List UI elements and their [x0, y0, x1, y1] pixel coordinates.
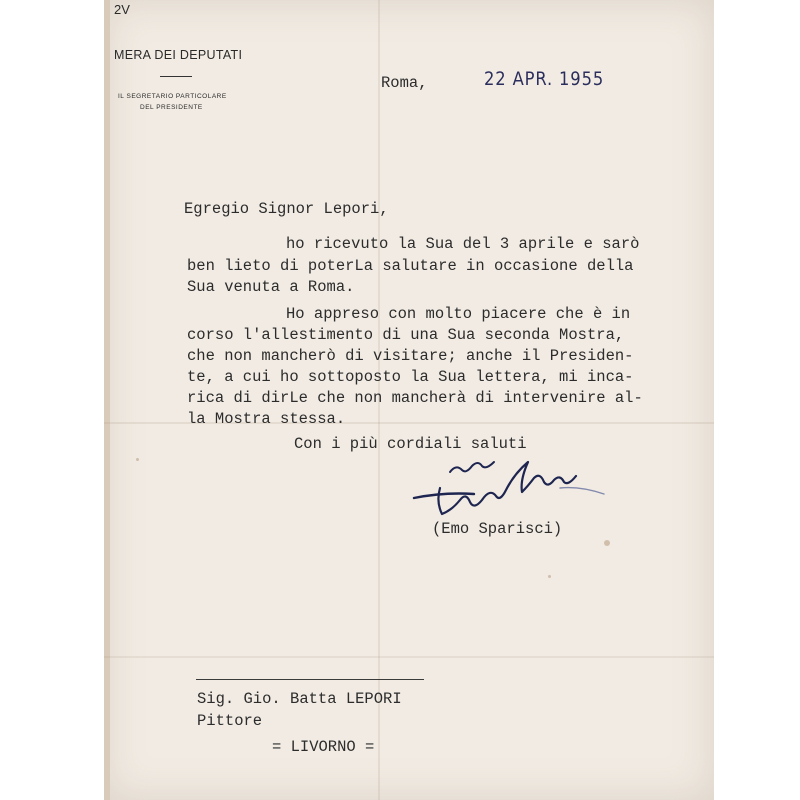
- letterhead-subtitle-2: DEL PRESIDENTE: [140, 104, 203, 111]
- salutation: Egregio Signor Lepori,: [184, 200, 389, 218]
- letterhead-title: MERA DEI DEPUTATI: [114, 48, 243, 62]
- body-line: ho ricevuto la Sua del 3 aprile e sarò: [286, 235, 640, 253]
- body-line: te, a cui ho sottoposto la Sua lettera, mi inca-: [187, 368, 634, 386]
- handwritten-signature: [410, 458, 630, 528]
- signatory-name: (Emo Sparisci): [432, 520, 563, 538]
- letterhead-subtitle-1: IL SEGRETARIO PARTICOLARE: [118, 93, 227, 100]
- body-line: rica di dirLe che non mancherà di intervenire al-: [187, 389, 643, 407]
- body-line: ben lieto di poterLa salutare in occasione della: [187, 257, 634, 275]
- body-line: Ho appreso con molto piacere che è in: [286, 305, 631, 323]
- body-line: che non mancherò di visitare; anche il Presiden-: [187, 347, 634, 365]
- recipient-profession: Pittore: [197, 712, 263, 730]
- letterhead-reference: 2V: [114, 2, 130, 17]
- paper-edge: [104, 0, 110, 800]
- body-line: corso l'allestimento di una Sua seconda Mostra,: [187, 326, 625, 344]
- paper-stain: [548, 575, 551, 578]
- closing-text: Con i più cordiali saluti: [294, 435, 527, 453]
- paper-stain: [136, 458, 139, 461]
- recipient-name: Sig. Gio. Batta LEPORI: [197, 690, 402, 708]
- body-line: Sua venuta a Roma.: [187, 278, 355, 296]
- body-line: la Mostra stessa.: [187, 410, 346, 428]
- letterhead-divider: [160, 76, 192, 77]
- date-stamp: 22 APR. 1955: [484, 68, 605, 90]
- place-text: Roma,: [381, 74, 428, 92]
- fold-line-horizontal-lower: [104, 656, 714, 658]
- recipient-city: = LIVORNO =: [272, 738, 375, 756]
- paper-stain: [604, 540, 610, 546]
- recipient-divider: [196, 679, 424, 680]
